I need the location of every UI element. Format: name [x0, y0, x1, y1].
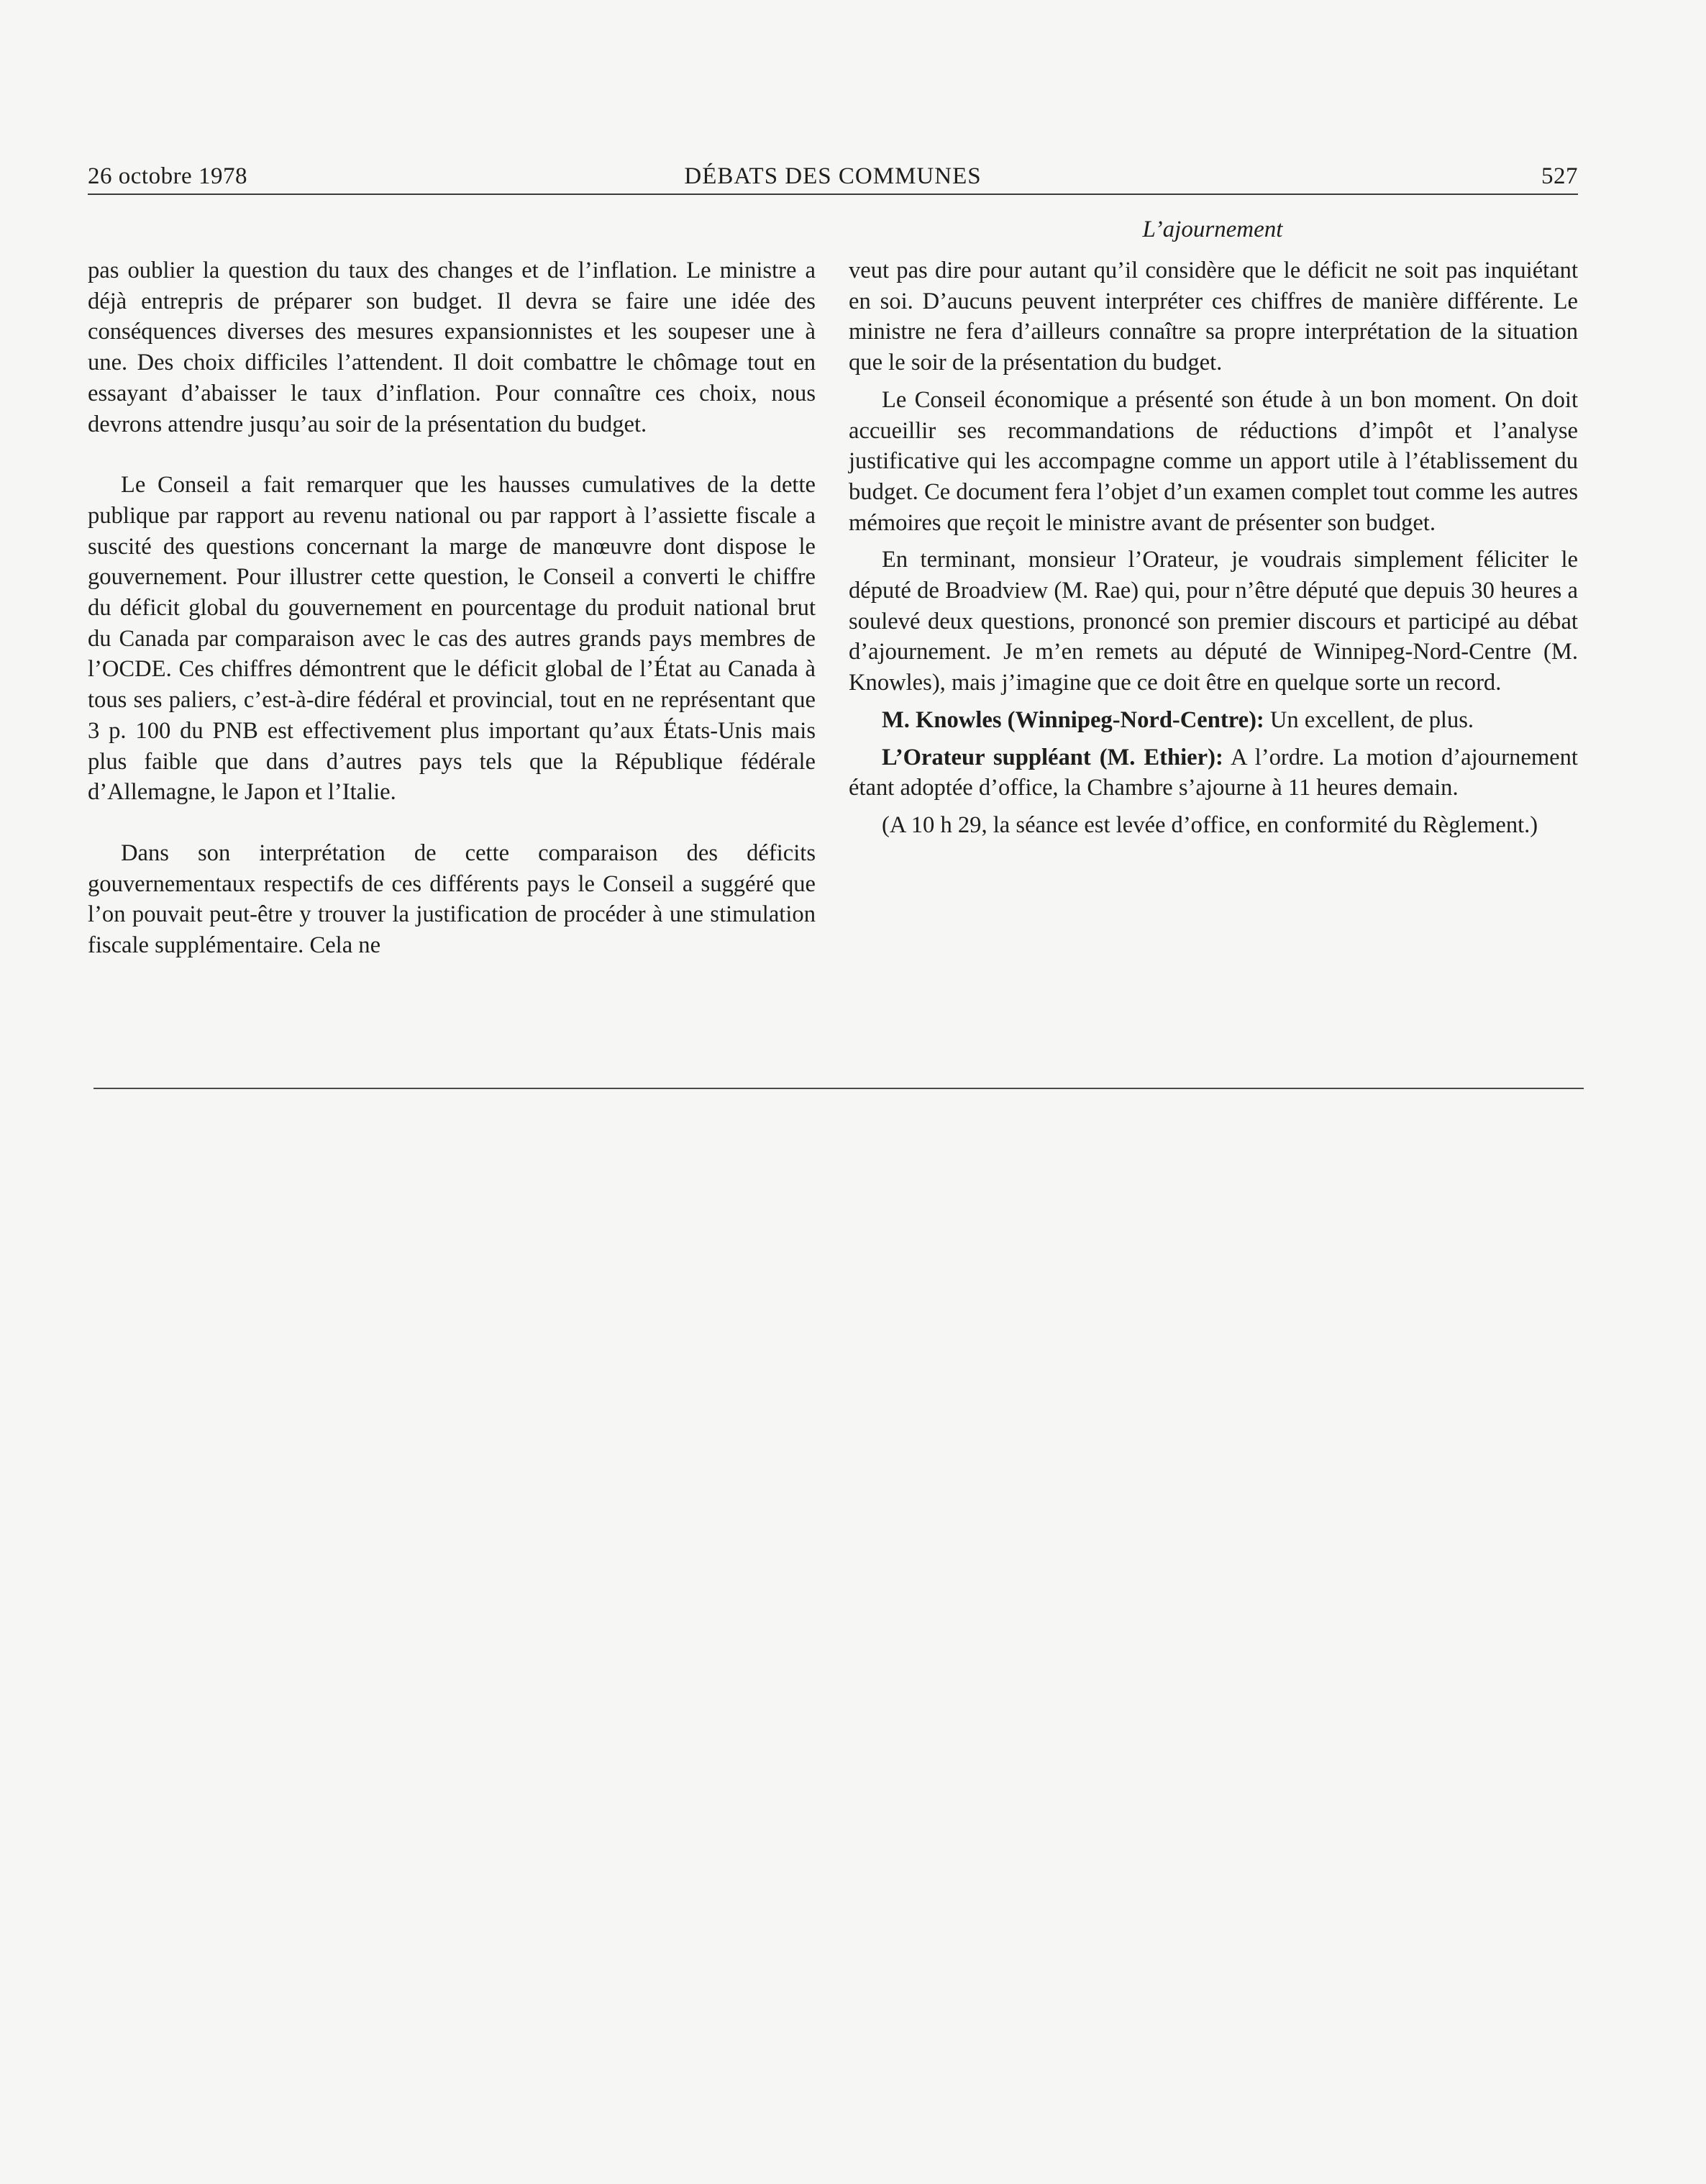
page-header — [88, 160, 1578, 193]
header-date: 26 octobre 1978 — [88, 163, 247, 189]
speaker-text-knowles: Un excellent, de plus. — [1264, 706, 1474, 733]
speaker-name-knowles: M. Knowles (Winnipeg-Nord-Centre): — [882, 706, 1264, 733]
right-paragraph-5 — [849, 742, 1578, 804]
right-paragraph-6: (A 10 h 29, la séance est levée d’office, en conformité du Règlement.) — [882, 811, 1538, 838]
header-journal-title: DÉBATS DES COMMUNES — [684, 163, 982, 189]
header-rule — [88, 194, 1578, 195]
right-column — [849, 255, 1578, 841]
section-heading: L’ajournement — [1142, 217, 1283, 242]
left-column — [88, 255, 816, 961]
left-paragraph-1: pas oublier la question du taux des changes et de l’inflation. Le ministre a déjà entrepris de préparer son budget. Il devra se faire une idée des conséquences diverses des mesures expansionnistes et les soupeser une à une. Des choix difficiles l’attendent. Il doit combattre le chômage tout en essayant d’abaisser le taux d’inflation. Pour connaître ces choix, nous devrons attendre jusqu’au soir de la présentation du budget. — [88, 258, 816, 437]
speaker-name-orateur: L’Orateur suppléant (M. Ethier): — [882, 744, 1223, 770]
right-paragraph-1: veut pas dire pour autant qu’il considère que le déficit ne soit pas inquiétant en soi. D’aucuns peuvent interpréter ces chiffres de manière différente. Le ministre ne fera d’ailleurs connaître sa propre interprétation de la situation que le soir de la présentation du budget. — [849, 258, 1578, 376]
left-paragraph-3: Dans son interprétation de cette comparaison des déficits gouvernementaux respectifs de ces différents pays le Conseil a suggéré que l’on pouvait peut-être y trouver la justification de procéder à une stimulation fiscale supplémentaire. Cela ne — [88, 840, 816, 959]
bottom-rule — [93, 1088, 1584, 1089]
right-paragraph-4 — [849, 705, 1578, 736]
header-page-number: 527 — [1541, 163, 1578, 189]
left-paragraph-2: Le Conseil a fait remarquer que les hausses cumulatives de la dette publique par rapport au revenu national ou par rapport à l’assiette fiscale a suscité des questions concernant la marge de manœuvre dont dispose le gouvernement. Pour illustrer cette question, le Conseil a converti le chiffre du déficit global du gouvernement en pourcentage du produit national brut du Canada par comparaison avec le cas des autres grands pays membres de l’OCDE. Ces chiffres démontrent que le déficit global de l’État au Canada à tous ses paliers, c’est-à-dire fédéral et provincial, tout en ne représentant que 3 p. 100 du PNB est effectivement plus important qu’aux États-Unis mais plus faible que dans d’autres pays tels que la République fédérale d’Allemagne, le Japon et l’Italie. — [88, 472, 816, 806]
right-paragraph-3: En terminant, monsieur l’Orateur, je voudrais simplement féliciter le député de Broadview (M. Rae) qui, pour n’être député que depuis 30 heures a soulevé deux questions, prononcé son premier discours et participé au débat d’ajournement. Je m’en remets au député de Winnipeg-Nord-Centre (M. Knowles), mais j’imagine que ce doit être en quelque sorte un record. — [849, 547, 1578, 696]
speaker-text-orateur: A l’ordre. La motion d’ajournement étant adoptée d’office, la Chambre s’ajourne à 11 heures demain. — [849, 744, 1578, 801]
right-paragraph-2: Le Conseil économique a présenté son étude à un bon moment. On doit accueillir ses recommandations de réductions d’impôt et l’analyse justificative qui les accompagne comme un apport utile à l’établissement du budget. Ce document fera l’objet d’un examen complet tout comme les autres mémoires que reçoit le ministre avant de présenter son budget. — [849, 386, 1578, 536]
